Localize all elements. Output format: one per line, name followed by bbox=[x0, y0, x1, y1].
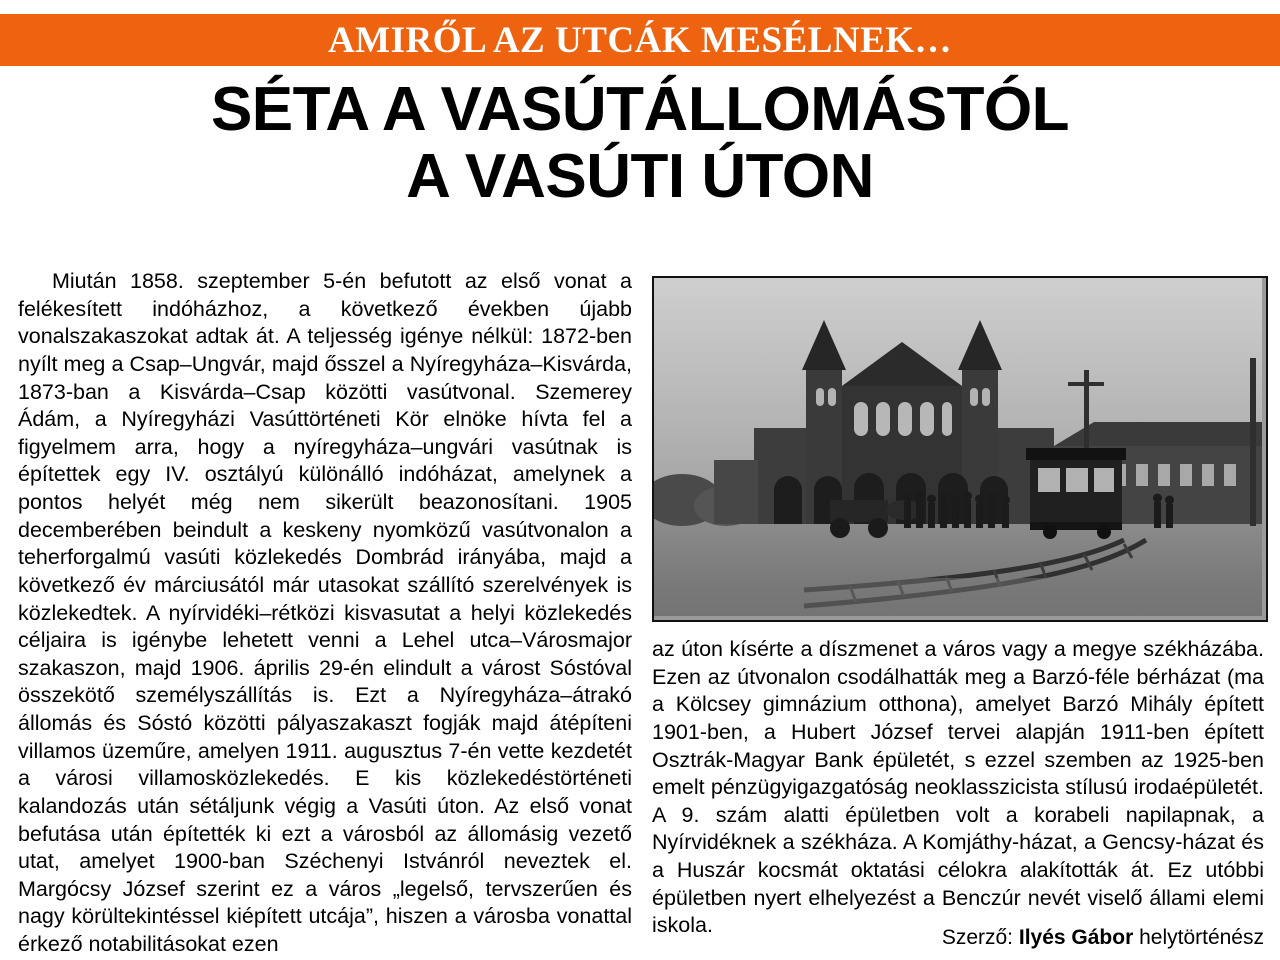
article-left-column bbox=[18, 268, 632, 959]
page-title bbox=[0, 75, 1280, 212]
article-photo bbox=[652, 276, 1268, 622]
article-body-right: az úton kísérte a díszmenet a város vagy a megye székházába. Ezen az útvonalon csodálhatták meg a Barzó-féle bérházat (ma a Kölcsey gimnázium otthona), amelyet Barzó Mihály épített 1901-ben, a Hubert József tervei alapján 1911-ben épített Osztrák-Magyar Bank épületét, s ezzel szemben az 1925-ben emelt pénzügyigazgatóság neoklasszicista stílusú irodaépületét. A 9. szám alatti épületben volt a korabeli napilapnak, a Nyírvidéknek a székháza. A Komjáthy-házat, a Gencsy-házat és a Huszár kocsmát oktatási célokra alakították át. Ez utóbbi épületben nyert elhelyezést a Benczúr nevét viselő állami elemi iskola. bbox=[652, 637, 1264, 938]
banner-title: AMIRŐL AZ UTCÁK MESÉLNEK… bbox=[327, 19, 953, 61]
byline-suffix: helytörténész bbox=[1133, 926, 1264, 949]
byline bbox=[652, 926, 1264, 950]
headline-line-1: SÉTA A VASÚTÁLLOMÁSTÓL bbox=[210, 75, 1070, 144]
byline-prefix: Szerző: bbox=[941, 926, 1019, 949]
article-right-column bbox=[652, 636, 1264, 940]
headline-line-2: A VASÚTI ÚTON bbox=[406, 142, 874, 212]
station-photograph-image bbox=[654, 278, 1262, 616]
byline-author-name: Ilyés Gábor bbox=[1018, 926, 1134, 949]
article-body-left: Miután 1858. szeptember 5-én befutott az első vonat a felékesített indóházhoz, a következő években újabb vonalszakaszokat adtak át. A teljesség igénye nélkül: 1872-ben nyílt meg a Csap–Ungvár, majd ősszel a Nyíregyháza–Kisvárda, 1873-ban a Kisvárda–Csap közötti vasútvonal. Szemerey Ádám, a Nyíregyházi Vasúttörténeti Kör elnöke hívta fel a figyelmem arra, hogy a nyíregyháza–ungvári vasútnak is építettek egy IV. osztályú különálló indóházat, amelynek a pontos helyét még nem sikerült beazonosítani. 1905 decemberében beindult a keskeny nyomközű vasútvonalon a teherforgalmú vasúti közlekedés Dombrád irányába, majd a következő év márciusától már utasokat szállító szerelvények is közlekedtek. A nyírvidéki–rétközi kisvasutat a helyi közlekedés céljaira is igénybe lehetett venni a Lehel utca–Városmajor szakaszon, majd 1906. április 29-én elindult a várost Sóstóval összekötő személyszállítás is. Ezt a Nyíregyháza–átrakó állomás és Sóstó közötti pályaszakaszt fogják majd átépíteni villamos üzeműre, amelyen 1911. augusztus 7-én vette kezdetét a városi villamosközlekedés. E kis közlekedéstörténeti kalandozás után sétáljunk végig a Vasúti úton. Az első vonat befutása után építették ki ezt a városból az állomásig vezető utat, amelyet 1900-ban Széchenyi Istvánról neveztek el. Margócsy József szerint ez a város „legelső, tervszerűen és nagy körültekintéssel kiépített utcája”, hiszen a városba vonattal érkező notabilitásokat ezen bbox=[18, 269, 632, 956]
section-banner bbox=[0, 14, 1280, 66]
